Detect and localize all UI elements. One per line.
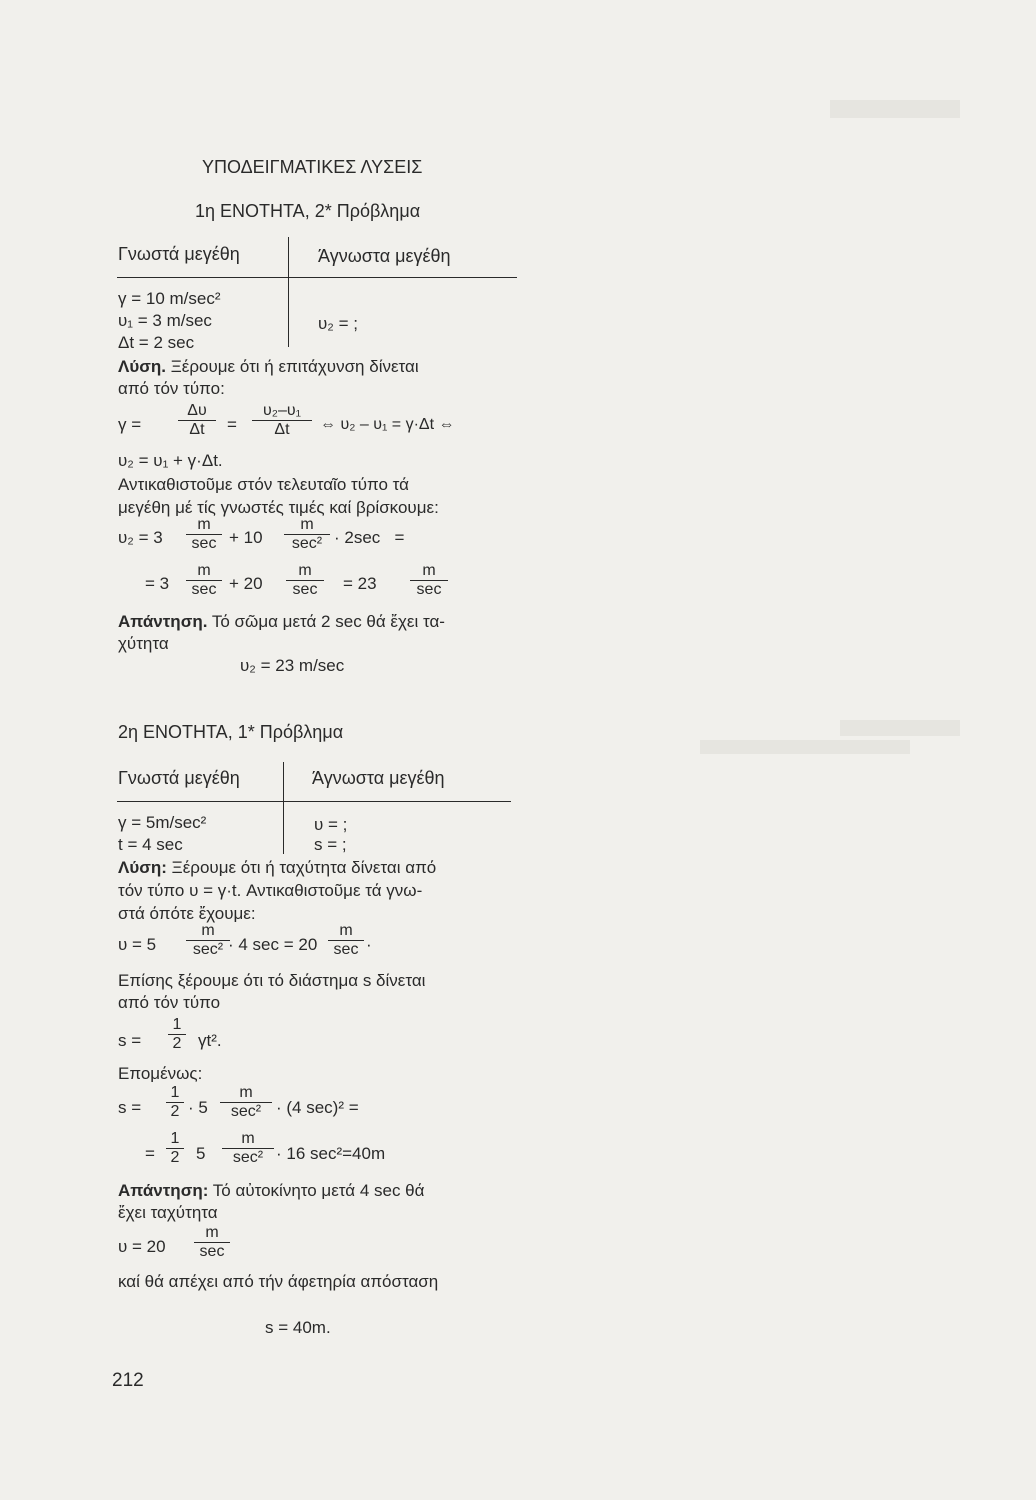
table2-unknown-2: s = ;	[314, 835, 347, 854]
hence-label: Επομένως:	[118, 1064, 203, 1083]
fraction-m-sec: m sec	[186, 516, 222, 553]
solution1-text1: Ξέρουμε ότι ή επιτάχυνση δίνεται	[165, 357, 419, 376]
formula-gamma-left: γ =	[118, 415, 142, 434]
calc-u-c: ·	[366, 935, 372, 954]
calc-u-a: υ = 5	[118, 935, 157, 954]
solution2-line3: στά όπότε ἔχουμε:	[118, 904, 256, 923]
formula-right: ⇔ υ₂ – υ₁ = γ·Δt ⇔	[320, 416, 455, 433]
formula-u2: υ₂ = υ₁ + γ·Δt.	[118, 451, 223, 470]
answer2-s: s = 40m.	[265, 1318, 331, 1337]
table1-unknown-1: υ₂ = ;	[318, 314, 358, 333]
calc-u-b: · 4 sec = 20	[228, 935, 318, 954]
answer1-value: υ₂ = 23 m/sec	[240, 656, 345, 675]
table2-known-header: Γνωστά μεγέθη	[118, 768, 240, 788]
fraction-m-sec2: m sec²	[284, 516, 330, 553]
table1-divider-horizontal	[117, 277, 517, 278]
page-number: 212	[112, 1370, 144, 1391]
table1-known-header: Γνωστά μεγέθη	[118, 244, 240, 264]
calc2-a: = 3	[145, 574, 170, 593]
formula-equals: =	[227, 415, 237, 434]
fraction-m-sec: m sec	[286, 562, 324, 599]
table1-known-3: Δt = 2 sec	[118, 333, 195, 352]
calc-s2-b: 5	[196, 1144, 206, 1163]
fraction-m-sec: m sec	[410, 562, 448, 599]
answer2-line2: ἔχει ταχύτητα	[118, 1203, 218, 1222]
solution2-line2: τόν τύπο υ = γ·t. Αντικαθιστοῦμε τά γνω-	[118, 881, 423, 900]
calc-s1-a: s =	[118, 1098, 142, 1117]
bleed-through-mark	[700, 740, 910, 754]
also-line2: από τόν τύπο	[118, 993, 221, 1012]
fraction-m-sec2: m sec²	[220, 1084, 272, 1121]
calc1-b: + 10	[229, 528, 263, 547]
bleed-through-mark	[840, 720, 960, 736]
table1-known-2: υ₁ = 3 m/sec	[118, 311, 212, 330]
table2-known-2: t = 4 sec	[118, 835, 183, 854]
fraction-m-sec: m sec	[328, 922, 364, 959]
fraction-u2-u1-dt: $\frac{\text{υ₂–υ₁}}{\Delta t}$	[252, 402, 312, 439]
calc-s1-b: · 5	[188, 1098, 208, 1117]
section-heading-1: 1η ΕΝΟΤΗΤΑ, 2* Πρόβλημα	[195, 201, 421, 221]
fraction-one-half: $\frac{1}{2}$	[166, 1084, 184, 1121]
calc1-a: υ₂ = 3	[118, 528, 163, 547]
calc2-b: + 20	[229, 574, 263, 593]
fraction-m-sec2: m sec²	[222, 1130, 274, 1167]
answer2-lead: Απάντηση:	[118, 1181, 209, 1200]
table1-unknown-header: Άγνωστα μεγέθη	[318, 246, 451, 266]
answer1-line2: χύτητα	[118, 634, 169, 653]
table2-divider-vertical	[283, 762, 284, 854]
fraction-one-half: $\frac{1}{2}$	[166, 1130, 184, 1167]
answer1-line1	[118, 611, 445, 633]
answer2-line3: καί θά απέχει από τήν άφετηρία απόσταση	[118, 1272, 439, 1291]
table2-divider-horizontal	[117, 801, 511, 802]
calc1-c: · 2sec =	[334, 528, 405, 547]
solution1-line2: από τόν τύπο:	[118, 379, 225, 398]
page-title: ΥΠΟΔΕΙΓΜΑΤΙΚΕΣ ΛΥΣΕΙΣ	[202, 157, 423, 177]
table2-known-1: γ = 5m/sec²	[118, 813, 207, 832]
solution1-lead: Λύση.	[118, 357, 166, 376]
table1-divider-vertical	[288, 237, 289, 347]
solution2-text1: Ξέρουμε ότι ή ταχύτητα δίνεται από	[166, 858, 437, 877]
table2-unknown-1: υ = ;	[314, 815, 348, 834]
calc2-c: = 23	[343, 574, 377, 593]
section-heading-2: 2η ΕΝΟΤΗΤΑ, 1* Πρόβλημα	[118, 722, 344, 742]
solution1-line1	[118, 356, 419, 378]
answer1-lead: Απάντηση.	[118, 612, 208, 631]
calc-s1-c: · (4 sec)² =	[276, 1098, 359, 1117]
table2-unknown-header: Άγνωστα μεγέθη	[312, 768, 445, 788]
s-formula-b: γt².	[198, 1031, 222, 1050]
calc-s2-a: =	[145, 1144, 155, 1163]
substitute-line1: Αντικαθιστοῦμε στόν τελευταῖο τύπο τά	[118, 475, 409, 494]
solution2-line1	[118, 857, 436, 879]
solution2-lead: Λύση:	[118, 858, 167, 877]
bleed-through-mark	[830, 100, 960, 118]
fraction-m-sec: m sec	[194, 1224, 230, 1261]
fraction-m-sec2: m sec²	[186, 922, 230, 959]
s-formula-a: s =	[118, 1031, 142, 1050]
substitute-line2: μεγέθη μέ τίς γνωστές τιμές καί βρίσκουμε:	[118, 498, 439, 517]
fraction-du-dt: $\frac{\Delta\upsilon}{\Delta t}$	[178, 402, 216, 439]
fraction-m-sec: m sec	[186, 562, 222, 599]
answer2-line1	[118, 1180, 424, 1202]
answer2-u: υ = 20	[118, 1237, 166, 1256]
answer1-text: Τό σῶμα μετά 2 sec θά ἔχει τα-	[207, 612, 445, 631]
also-line1: Επίσης ξέρουμε ότι τό διάστημα s δίνεται	[118, 971, 426, 990]
fraction-one-half: $\frac{1}{2}$	[168, 1016, 186, 1053]
calc-s2-c: · 16 sec²=40m	[276, 1144, 386, 1163]
table1-known-1: γ = 10 m/sec²	[118, 289, 221, 308]
answer2-text: Τό αὐτοκίνητο μετά 4 sec θά	[208, 1181, 425, 1200]
